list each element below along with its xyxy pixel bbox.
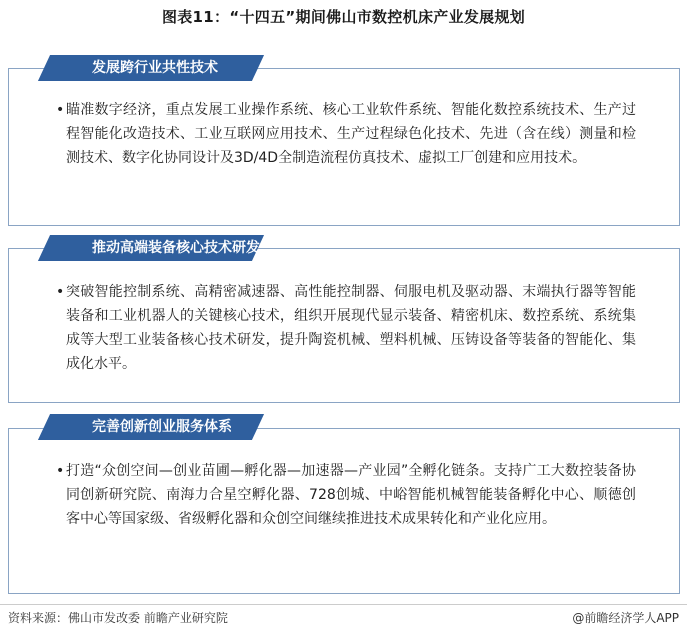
bullet-1: • xyxy=(56,102,65,118)
section-heading-2: 推动高端装备核心技术研发 xyxy=(92,240,260,256)
bullet-2: • xyxy=(56,284,65,300)
bullet-3: • xyxy=(56,463,65,479)
section-heading-tab-2 xyxy=(38,235,264,261)
section-heading-tab-3 xyxy=(38,414,264,440)
section-heading-tab-1 xyxy=(38,55,264,81)
section-text-3: 打造“众创空间—创业苗圃—孵化器—加速器—产业园”全孵化链条。支持广工大数控装备协同创新研究院、南海力合星空孵化器、728创城、中峪智能机械智能装备孵化中心、顺德创客中心等国家级、省级孵化器和众创空间继续推进技术成果转化和产业化应用。 xyxy=(66,463,636,527)
section-text-1: 瞄准数字经济，重点发展工业操作系统、核心工业软件系统、智能化数控系统技术、生产过程智能化改造技术、工业互联网应用技术、生产过程绿色化技术、先进（含在线）测量和检测技术、数字化协同设计及3D/4D全制造流程仿真技术、虚拟工厂创建和应用技术。 xyxy=(66,102,636,166)
source-note: 资料来源：佛山市发改委 前瞻产业研究院 xyxy=(8,611,228,625)
section-heading-3: 完善创新创业服务体系 xyxy=(92,419,232,435)
brand-credit: @前瞻经济学人APP xyxy=(572,611,679,625)
section-body-3 xyxy=(56,459,636,531)
section-body-2 xyxy=(56,280,636,376)
section-text-2: 突破智能控制系统、高精密减速器、高性能控制器、伺服电机及驱动器、末端执行器等智能装备和工业机器人的关键核心技术，组织开展现代显示装备、精密机床、数控系统、系统集成等大型工业装备核心技术研发，提升陶瓷机械、塑料机械、压铸设备等装备的智能化、集成化水平。 xyxy=(66,284,636,372)
footer-divider xyxy=(0,604,687,605)
page-title: 图表11：“十四五”期间佛山市数控机床产业发展规划 xyxy=(161,8,526,26)
section-body-1 xyxy=(56,98,636,170)
section-heading-1: 发展跨行业共性技术 xyxy=(92,60,218,76)
